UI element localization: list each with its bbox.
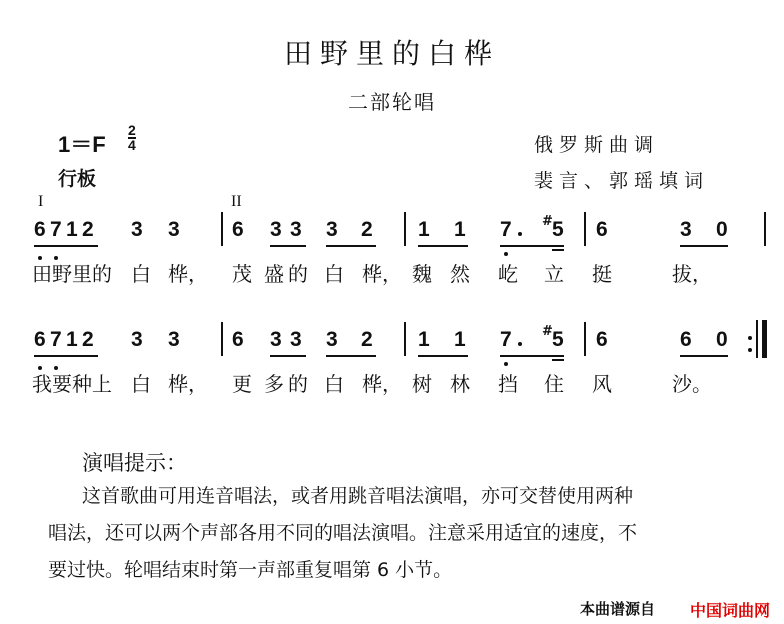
lyric: 的 [288, 262, 308, 286]
lyric: 树 [412, 372, 432, 396]
part-one-marker: I [38, 193, 44, 210]
note: 7 [50, 328, 62, 351]
lyric: 桦， [362, 262, 402, 286]
lyric: 茂 [232, 262, 252, 286]
note: 1 [418, 328, 430, 351]
note: 3 [270, 218, 282, 241]
bar-line [584, 212, 586, 246]
notation-line-1 [0, 214, 784, 246]
beam [552, 249, 564, 251]
tips-heading: 演唱提示： [82, 451, 187, 475]
repeat-dot [748, 336, 752, 340]
bar-line [584, 322, 586, 356]
lower-octave-dot [504, 252, 508, 256]
note: 6 [232, 328, 244, 351]
note: 3 [131, 328, 143, 351]
tips-line-1: 这首歌曲可用连音唱法，或者用跳音唱法演唱，亦可交替使用两种 [82, 485, 634, 507]
beam [418, 355, 468, 357]
beam [552, 359, 564, 361]
lyric: 田 [32, 262, 52, 286]
note: 2 [361, 328, 373, 351]
tips-line-3: 要过快。轮唱结束时第一声部重复唱第 6 小节。 [48, 559, 453, 581]
note: 3 [131, 218, 143, 241]
note: 6 [34, 328, 46, 351]
beam [500, 355, 564, 357]
note: 3 [290, 328, 302, 351]
lyricist-credit: 裴言、郭瑶填词 [534, 170, 710, 192]
lyric: 要 [52, 372, 72, 396]
lyric: 的 [92, 262, 112, 286]
source-label: 本曲谱源自 [580, 600, 656, 618]
repeat-dot [748, 348, 752, 352]
lyric: 桦， [362, 372, 402, 396]
note: 2 [82, 328, 94, 351]
bar-line [221, 212, 223, 246]
lyric: 我 [32, 372, 52, 396]
note: 3 [326, 328, 338, 351]
song-subtitle: 二部轮唱 [348, 90, 436, 114]
note: 3 [680, 218, 692, 241]
lyric: 盛 [264, 262, 284, 286]
note: 6 [232, 218, 244, 241]
beam [680, 245, 728, 247]
lyric: 上 [92, 372, 112, 396]
note: 6 [34, 218, 46, 241]
beam [270, 245, 306, 247]
lyric: 立 [544, 262, 564, 286]
lyric: 挺 [592, 262, 612, 286]
note: 5 [552, 218, 564, 241]
augmentation-dot [518, 232, 522, 236]
tempo-marking: 行板 [58, 168, 97, 190]
note: 5 [552, 328, 564, 351]
beam [34, 245, 98, 247]
lyric: 白 [131, 262, 151, 286]
lyric: 里 [72, 262, 92, 286]
meter-numerator: 2 [128, 122, 136, 138]
lyric: 拔， [672, 262, 712, 286]
lyric: 白 [324, 372, 344, 396]
lyric: 魏 [412, 262, 432, 286]
note: 3 [168, 218, 180, 241]
composer-credit: 俄罗斯曲调 [534, 134, 660, 156]
lower-octave-dot [504, 362, 508, 366]
note: 1 [66, 218, 78, 241]
lyric: 桦， [168, 262, 208, 286]
note: 2 [82, 218, 94, 241]
note: 1 [418, 218, 430, 241]
note: 6 [596, 218, 608, 241]
note: 0 [716, 218, 728, 241]
tips-line-2: 唱法，还可以两个声部各用不同的唱法演唱。注意采用适宜的速度，不 [48, 522, 638, 544]
lyric: 风 [592, 372, 612, 396]
note: 3 [270, 328, 282, 351]
lyric: 白 [131, 372, 151, 396]
augmentation-dot [518, 342, 522, 346]
note: 7 [50, 218, 62, 241]
source-site-link[interactable]: 中国词曲网 [690, 601, 771, 620]
part-two-marker: II [231, 193, 242, 210]
lyric: 更 [232, 372, 252, 396]
lyric: 多 [264, 372, 284, 396]
bar-line [764, 212, 766, 246]
time-signature [128, 124, 136, 152]
lyric: 林 [450, 372, 470, 396]
lyric: 的 [288, 372, 308, 396]
note: 2 [361, 218, 373, 241]
final-bar-line [762, 320, 767, 358]
note: 6 [596, 328, 608, 351]
song-title: 田野里的白桦 [283, 37, 500, 70]
note: 3 [168, 328, 180, 351]
notation-line-2 [0, 324, 784, 356]
bar-line [756, 320, 758, 358]
beam [34, 355, 98, 357]
lyric: 桦， [168, 372, 208, 396]
meter-denominator: 4 [128, 137, 136, 153]
lyric: 住 [544, 372, 564, 396]
sharp-sign: # [542, 324, 553, 339]
note: 1 [66, 328, 78, 351]
note: 0 [716, 328, 728, 351]
lyric: 白 [324, 262, 344, 286]
beam [326, 355, 376, 357]
lyric: 种 [72, 372, 92, 396]
note: 3 [326, 218, 338, 241]
beam [500, 245, 564, 247]
lyric: 然 [450, 262, 470, 286]
note: 1 [454, 218, 466, 241]
bar-line [221, 322, 223, 356]
note: 6 [680, 328, 692, 351]
bar-line [404, 322, 406, 356]
beam [680, 355, 728, 357]
beam [326, 245, 376, 247]
lyric: 野 [52, 262, 72, 286]
note: 3 [290, 218, 302, 241]
lyric: 沙。 [672, 372, 712, 396]
lyric: 挡 [498, 372, 518, 396]
beam [270, 355, 306, 357]
note: 1 [454, 328, 466, 351]
beam [418, 245, 468, 247]
key-signature: 1＝F [58, 132, 106, 157]
sharp-sign: # [542, 214, 553, 229]
note: 7 [500, 218, 512, 241]
note: 7 [500, 328, 512, 351]
lyric: 屹 [498, 262, 518, 286]
bar-line [404, 212, 406, 246]
